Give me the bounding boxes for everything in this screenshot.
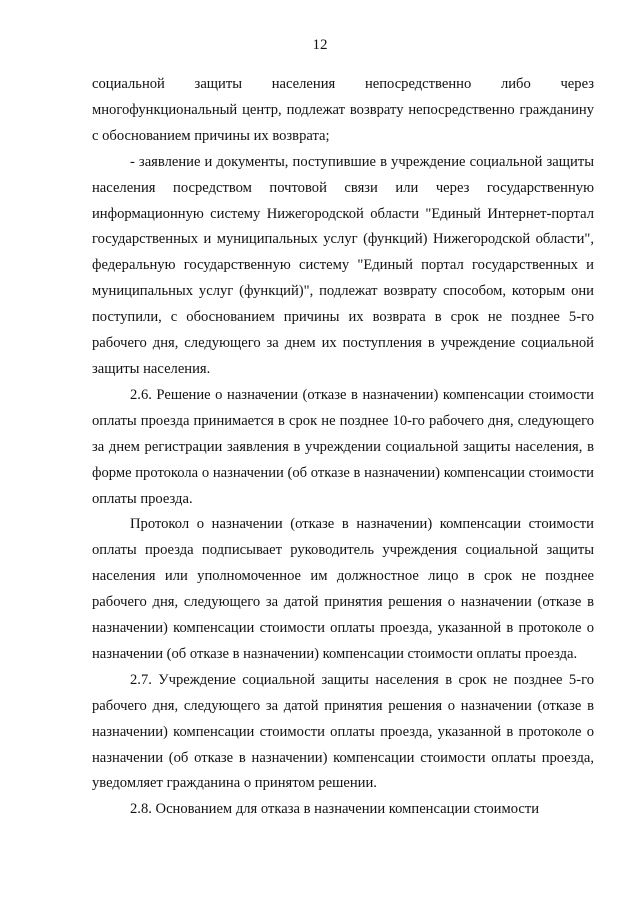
paragraph-protocol: Протокол о назначении (отказе в назначении) компенсации стоимости оплаты проезда подписывает руководитель учреждения социальной защиты населения или уполномоченное им должностное лицо в срок не позднее рабочего дня, следующего за датой принятия решения о назначении (отказе в назначении) компенсации стоимости оплаты проезда, указанной в протоколе о назначении (об отказе в назначении) компенсации стоимости оплаты проезда. [92,516,594,662]
paragraph-continuation: социальной защиты населения непосредственно либо через многофункциональный центр, подлежат возврату непосредственно гражданину с обоснованием причины их возврата; [92,76,594,144]
paragraph-2-8: 2.8. Основанием для отказа в назначении компенсации стоимости [130,801,540,818]
page-number: 12 [312,37,328,53]
paragraph-returned-documents: - заявление и документы, поступившие в учреждение социальной защиты населения посредством почтовой связи или через государственную информационную систему Нижегородской области "Единый Интернет-портал государственных и муниципальных услуг (функций) Нижегородской области", федеральную государственную систему "Единый портал государственных и муниципальных услуг (функций)", подлежат возврату способом, которым они поступили, с обоснованием причины их возврата в срок не позднее 5-го рабочего дня, следующего за днем их поступления в учреждение социальной защиты населения. [92,153,594,377]
document-body [92,72,594,823]
paragraph-2-6: 2.6. Решение о назначении (отказе в назначении) компенсации стоимости оплаты проезда принимается в срок не позднее 10-го рабочего дня, следующего за днем регистрации заявления в учреждении социальной защиты населения, в форме протокола о назначении (об отказе в назначении) компенсации стоимости оплаты проезда. [92,386,594,507]
paragraph-2-7: 2.7. Учреждение социальной защиты населения в срок не позднее 5-го рабочего дня, следующего за датой принятия решения о назначении (отказе в назначении) компенсации стоимости оплаты проезда, указанной в протоколе о назначении (об отказе в назначении) компенсации стоимости оплаты проезда, уведомляет гражданина о принятом решении. [92,671,594,792]
